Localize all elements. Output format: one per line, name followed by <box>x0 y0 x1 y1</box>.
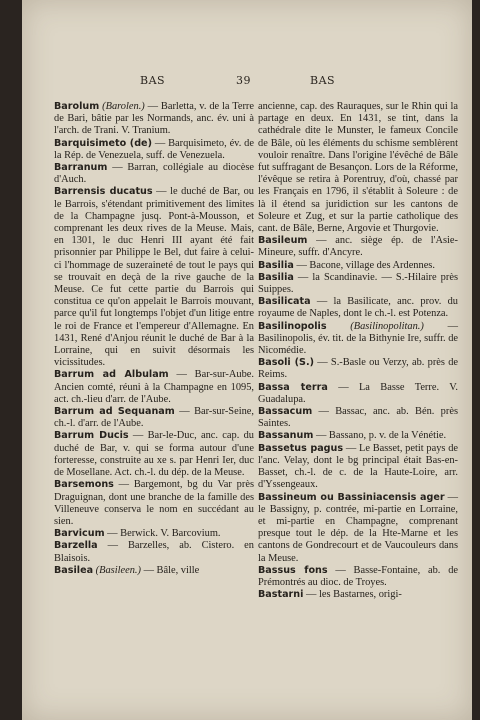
dictionary-entry <box>258 589 458 601</box>
entry-headword: Barsemons <box>54 479 114 491</box>
entry-headword: Barvicum <box>54 528 105 540</box>
entry-definition: — la Basilicate, anc. prov. du royaume de Naples, dont le ch.-l. est Potenza. <box>258 296 458 320</box>
entry-definition: — les Bastarnes, origi- <box>303 589 402 601</box>
dictionary-entry <box>258 235 458 259</box>
entry-definition: — Le Basset, petit pays de l'anc. Velay, dont le bg principal était Bas-en-Basset, ch.-l. de c. de la Haute-Loire, arr. d'Yssengeaux. <box>258 442 459 491</box>
entry-headword: Bassetus pagus <box>258 442 344 454</box>
entry-definition: — anc. siège ép. de l'Asie-Mineure, suffr. d'Ancyre. <box>258 235 458 259</box>
entry-definition: — Barzelles, ab. Cistero. en Blaisois. <box>54 540 254 564</box>
dictionary-entry <box>258 492 458 565</box>
entry-headword: Basilia <box>258 271 294 283</box>
entry-definition: — La Basse Terre. V. Guadalupa. <box>258 381 458 405</box>
entry-definition: — Basilinopolis, év. tit. de la Bithynie Ire, suffr. de Nicomédie. <box>258 320 458 357</box>
entry-headword: Barrum ad Sequanam <box>54 406 175 418</box>
entry-headword: Bassa terra <box>258 381 328 393</box>
entry-definition: — le duché de Bar, ou le Barrois, s'étendant primitivement des limites de la Champagne jusq. Pont-à-Mousson, et comprenant les deux rives de la Meuse. Mais, en 1301, le duc Henri III ayant été fait prisonnier par Philippe le Bel, dut faire à celui-ci l'hommage de suzeraineté de tout le pays qui se trouvait en deçà de la rive gauche de la Meuse. Ce fut cette partie du Barrois qui constitua ce qu'on appelait le Barrois mouvant, parce qu'il fut longtemps l'objet d'un litige entre le roi de France et l'empereur d'Allemagne. En 1431, René d'Anjou réunit le duché de Bar à la Lorraine, qui en suivit désormais les vicissitudes. <box>54 186 254 369</box>
entry-headword: Barolum <box>54 101 100 112</box>
dictionary-entry <box>54 565 254 577</box>
dictionary-entry <box>54 138 254 162</box>
entry-headword: Barzella <box>54 540 98 552</box>
entry-definition: — Bacone, village des Ardennes. <box>293 259 435 271</box>
entry-definition: — Bar-sur-Aube. Ancien comté, réuni à la Champagne en 1095, act. ch.-lieu d'arr. de l'Aube. <box>54 369 254 405</box>
dictionary-entry <box>54 540 254 564</box>
entry-definition: — Bar-le-Duc, anc. cap. du duché de Bar, v. qui se forma autour d'une forteresse, construite au xe s. par Henri Ier, duc de Mosellane. Act. ch.-l. du dép. de la Meuse. <box>54 430 254 479</box>
entry-headword: Barquisimeto (de) <box>54 137 152 149</box>
dictionary-entry <box>54 430 254 479</box>
entry-definition: — Barquisimeto, év. de la Rép. de Venezuela, suff. de Venezuela. <box>54 137 254 161</box>
entry-headword: Barrensis ducatus <box>54 186 153 198</box>
entry-latin-note: (Basileen.) <box>95 564 141 576</box>
left-column <box>54 101 254 577</box>
entry-headword: Bassanum <box>258 430 314 442</box>
dictionary-entry <box>258 443 458 492</box>
dictionary-entry <box>54 186 254 369</box>
running-header <box>22 74 472 92</box>
entry-headword: Bassineum ou Bassiniacensis ager <box>258 491 445 503</box>
dictionary-entry <box>54 406 254 430</box>
dictionary-entry <box>258 260 458 272</box>
book-page <box>22 0 472 720</box>
entry-latin-note: (Basilinopolitan.) <box>350 320 424 332</box>
dictionary-entry <box>54 369 254 406</box>
dictionary-entry <box>258 382 458 406</box>
entry-definition: — Bâle, ville <box>140 564 200 576</box>
entry-headword: Barrum ad Albulam <box>54 369 169 381</box>
entry-headword: Bassacum <box>258 406 313 418</box>
entry-definition: — la Scandinavie. — S.-Hilaire près Suippes. <box>258 271 458 296</box>
dictionary-entry <box>54 479 254 528</box>
entry-latin-note: (Barolen.) <box>102 101 145 112</box>
entry-headword: Basoli (S.) <box>258 357 314 369</box>
dictionary-entry <box>258 430 458 442</box>
entry-definition: — Barran, collégiale au diocèse d'Auch. <box>54 162 254 186</box>
entry-definition: — Berwick. V. Barcovium. <box>104 528 221 540</box>
entry-headword: Basileum <box>258 235 308 247</box>
header-right-word: BAS <box>310 74 336 87</box>
entry-headword: Basilia <box>258 259 294 271</box>
entry-headword: Basilea <box>54 564 94 576</box>
dictionary-entry <box>258 296 458 320</box>
dictionary-entry <box>258 406 458 430</box>
entry-headword: Bassus fons <box>258 564 328 576</box>
entry-headword: Basilicata <box>258 296 311 308</box>
entry-definition: — Bargemont, bg du Var près Draguignan, dont une branche de la famille des Villeneuve conserva le nom en succédant au sien. <box>54 479 254 527</box>
dictionary-entry <box>258 272 458 296</box>
entry-definition: — Bassano, p. v. de la Vénétie. <box>313 430 447 442</box>
entry-definition: — Bassac, anc. ab. Bén. près Saintes. <box>258 406 458 430</box>
header-left-word: BAS <box>140 74 166 87</box>
entry-headword: Barranum <box>54 162 108 174</box>
entry-definition: — Barletta, v. de la Terre de Bari, bâtie par les Normands, anc. év. uni à l'arch. de Trani. V. Tranium. <box>54 101 254 137</box>
dictionary-entry <box>258 101 458 235</box>
entry-definition: — S.-Basle ou Verzy, ab. près de Reims. <box>258 357 459 381</box>
entry-headword: Bastarni <box>258 589 304 601</box>
dictionary-entry <box>258 357 458 381</box>
right-column <box>258 101 458 601</box>
dictionary-entry <box>54 528 254 540</box>
entry-definition: ancienne, cap. des Rauraques, sur le Rhin qui la partage en deux. En 1431, se tint, dans la cathédrale dite le Munster, le fameux Concile de Bâle, où les éléments du schisme semblèrent vouloir renaître. Dans l'origine l'évêché de Bâle fut suffragant de Besançon. Lors de la Réforme, l'évêque se retira à Porentruy, d'où, chassé par les Français en 1796, il s'établit à Soleure : de là il étend sa juridiction sur les cantons de Soleure et Zug, et sur la partie catholique des cant. de Bâle, Berne, Argovie et Thurgovie. <box>258 101 458 235</box>
dictionary-entry <box>54 101 254 138</box>
entry-definition: — Basse-Fontaine, ab. de Prémontrés au dioc. de Troyes. <box>258 564 458 588</box>
dictionary-entry <box>54 162 254 186</box>
entry-definition: — Bar-sur-Seine, ch.-l. d'arr. de l'Aube. <box>54 406 254 430</box>
entry-headword: Basilinopolis <box>258 320 327 332</box>
dictionary-entry <box>258 321 458 358</box>
page-number: 39 <box>236 74 251 87</box>
dictionary-entry <box>258 565 458 589</box>
entry-headword: Barrum Ducis <box>54 430 129 442</box>
entry-definition: — le Bassigny, p. contrée, mi-partie en Lorraine, et mi-partie en Champagne, comprenant presque tout le dép. de la Hte-Marne et les cantons de Gondrecourt et de Vaucouleurs dans la Meuse. <box>258 491 458 564</box>
